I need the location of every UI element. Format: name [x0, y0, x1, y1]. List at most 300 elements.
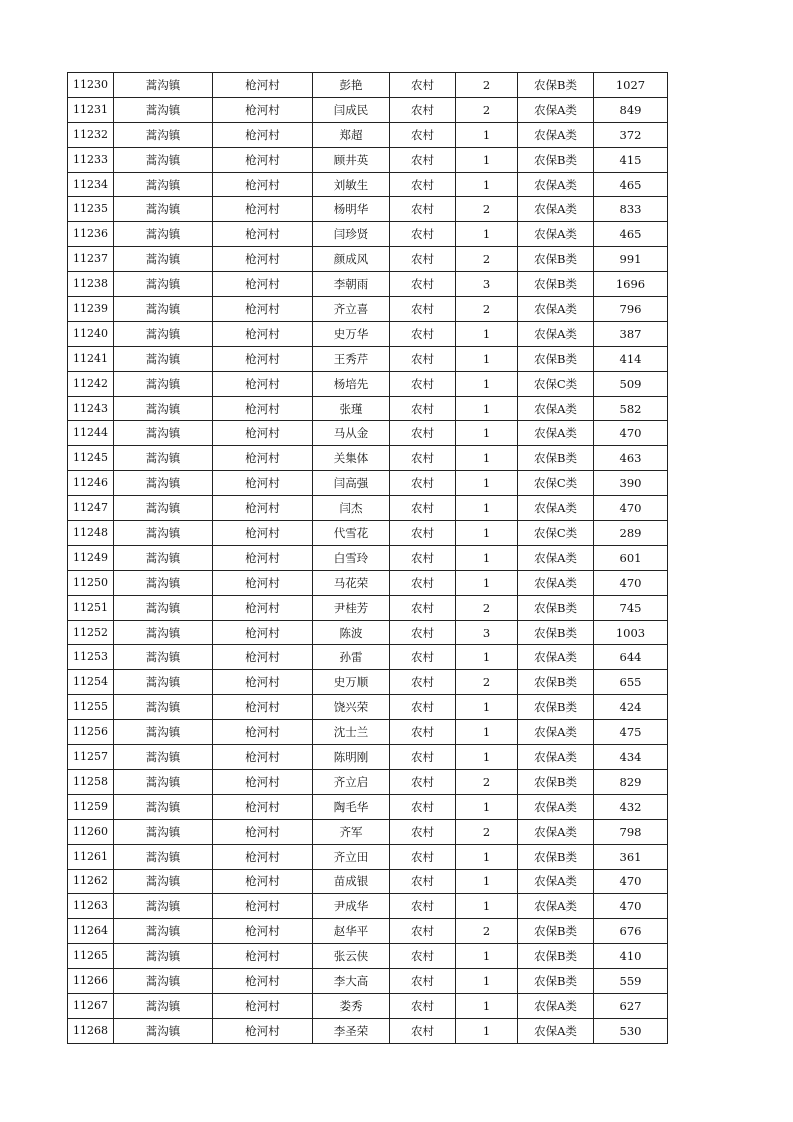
town-cell: 蒿沟镇 — [114, 297, 213, 322]
residence-type-cell: 农村 — [390, 570, 456, 595]
table-row — [68, 969, 668, 994]
name-cell: 顾井英 — [313, 147, 390, 172]
town-cell: 蒿沟镇 — [114, 272, 213, 297]
residence-type-cell: 农村 — [390, 595, 456, 620]
name-cell: 齐立喜 — [313, 297, 390, 322]
insurance-category-cell: 农保B类 — [518, 147, 594, 172]
table-row — [68, 894, 668, 919]
name-cell: 王秀芹 — [313, 346, 390, 371]
residence-type-cell: 农村 — [390, 371, 456, 396]
records-table-body — [68, 73, 668, 1044]
residence-type-cell: 农村 — [390, 147, 456, 172]
name-cell: 尹桂芳 — [313, 595, 390, 620]
name-cell: 陈波 — [313, 620, 390, 645]
town-cell: 蒿沟镇 — [114, 869, 213, 894]
record-id-cell: 11236 — [68, 222, 114, 247]
town-cell: 蒿沟镇 — [114, 197, 213, 222]
household-size-cell: 2 — [456, 670, 518, 695]
town-cell: 蒿沟镇 — [114, 969, 213, 994]
table-row — [68, 769, 668, 794]
amount-cell: 361 — [594, 844, 668, 869]
village-cell: 枪河村 — [213, 247, 313, 272]
village-cell: 枪河村 — [213, 73, 313, 98]
residence-type-cell: 农村 — [390, 844, 456, 869]
amount-cell: 601 — [594, 545, 668, 570]
town-cell: 蒿沟镇 — [114, 247, 213, 272]
insurance-category-cell: 农保A类 — [518, 745, 594, 770]
town-cell: 蒿沟镇 — [114, 97, 213, 122]
household-size-cell: 1 — [456, 695, 518, 720]
record-id-cell: 11251 — [68, 595, 114, 620]
name-cell: 娄秀 — [313, 993, 390, 1018]
table-row — [68, 247, 668, 272]
amount-cell: 470 — [594, 421, 668, 446]
village-cell: 枪河村 — [213, 197, 313, 222]
village-cell: 枪河村 — [213, 396, 313, 421]
record-id-cell: 11263 — [68, 894, 114, 919]
residence-type-cell: 农村 — [390, 471, 456, 496]
town-cell: 蒿沟镇 — [114, 819, 213, 844]
name-cell: 赵华平 — [313, 919, 390, 944]
table-row — [68, 371, 668, 396]
village-cell: 枪河村 — [213, 172, 313, 197]
village-cell: 枪河村 — [213, 496, 313, 521]
amount-cell: 644 — [594, 645, 668, 670]
record-id-cell: 11238 — [68, 272, 114, 297]
table-row — [68, 222, 668, 247]
household-size-cell: 1 — [456, 396, 518, 421]
table-row — [68, 545, 668, 570]
village-cell: 枪河村 — [213, 272, 313, 297]
table-row — [68, 147, 668, 172]
residence-type-cell: 农村 — [390, 944, 456, 969]
household-size-cell: 2 — [456, 197, 518, 222]
records-table — [67, 72, 668, 1044]
village-cell: 枪河村 — [213, 346, 313, 371]
town-cell: 蒿沟镇 — [114, 346, 213, 371]
village-cell: 枪河村 — [213, 297, 313, 322]
record-id-cell: 11258 — [68, 769, 114, 794]
town-cell: 蒿沟镇 — [114, 844, 213, 869]
record-id-cell: 11266 — [68, 969, 114, 994]
insurance-category-cell: 农保A类 — [518, 321, 594, 346]
amount-cell: 372 — [594, 122, 668, 147]
village-cell: 枪河村 — [213, 645, 313, 670]
town-cell: 蒿沟镇 — [114, 73, 213, 98]
village-cell: 枪河村 — [213, 969, 313, 994]
village-cell: 枪河村 — [213, 122, 313, 147]
insurance-category-cell: 农保A类 — [518, 122, 594, 147]
record-id-cell: 11262 — [68, 869, 114, 894]
name-cell: 齐军 — [313, 819, 390, 844]
household-size-cell: 3 — [456, 620, 518, 645]
residence-type-cell: 农村 — [390, 645, 456, 670]
table-row — [68, 1018, 668, 1043]
village-cell: 枪河村 — [213, 595, 313, 620]
amount-cell: 582 — [594, 396, 668, 421]
table-row — [68, 172, 668, 197]
amount-cell: 1696 — [594, 272, 668, 297]
amount-cell: 745 — [594, 595, 668, 620]
table-row — [68, 321, 668, 346]
residence-type-cell: 农村 — [390, 969, 456, 994]
insurance-category-cell: 农保B类 — [518, 620, 594, 645]
amount-cell: 1003 — [594, 620, 668, 645]
town-cell: 蒿沟镇 — [114, 993, 213, 1018]
record-id-cell: 11252 — [68, 620, 114, 645]
table-row — [68, 97, 668, 122]
name-cell: 刘敏生 — [313, 172, 390, 197]
household-size-cell: 1 — [456, 570, 518, 595]
household-size-cell: 2 — [456, 819, 518, 844]
amount-cell: 849 — [594, 97, 668, 122]
amount-cell: 833 — [594, 197, 668, 222]
record-id-cell: 11250 — [68, 570, 114, 595]
name-cell: 沈士兰 — [313, 720, 390, 745]
insurance-category-cell: 农保B类 — [518, 919, 594, 944]
name-cell: 郑超 — [313, 122, 390, 147]
town-cell: 蒿沟镇 — [114, 570, 213, 595]
insurance-category-cell: 农保A类 — [518, 297, 594, 322]
village-cell: 枪河村 — [213, 944, 313, 969]
insurance-category-cell: 农保C类 — [518, 371, 594, 396]
insurance-category-cell: 农保A类 — [518, 222, 594, 247]
table-row — [68, 471, 668, 496]
name-cell: 杨明华 — [313, 197, 390, 222]
residence-type-cell: 农村 — [390, 297, 456, 322]
record-id-cell: 11232 — [68, 122, 114, 147]
table-row — [68, 720, 668, 745]
household-size-cell: 1 — [456, 421, 518, 446]
record-id-cell: 11239 — [68, 297, 114, 322]
name-cell: 颜成风 — [313, 247, 390, 272]
amount-cell: 470 — [594, 496, 668, 521]
record-id-cell: 11245 — [68, 446, 114, 471]
residence-type-cell: 农村 — [390, 869, 456, 894]
record-id-cell: 11255 — [68, 695, 114, 720]
name-cell: 史万顺 — [313, 670, 390, 695]
town-cell: 蒿沟镇 — [114, 421, 213, 446]
insurance-category-cell: 农保A类 — [518, 545, 594, 570]
record-id-cell: 11230 — [68, 73, 114, 98]
household-size-cell: 1 — [456, 172, 518, 197]
table-row — [68, 297, 668, 322]
record-id-cell: 11260 — [68, 819, 114, 844]
village-cell: 枪河村 — [213, 222, 313, 247]
name-cell: 尹成华 — [313, 894, 390, 919]
village-cell: 枪河村 — [213, 993, 313, 1018]
town-cell: 蒿沟镇 — [114, 794, 213, 819]
table-row — [68, 670, 668, 695]
name-cell: 代雪花 — [313, 521, 390, 546]
name-cell: 关集体 — [313, 446, 390, 471]
village-cell: 枪河村 — [213, 844, 313, 869]
household-size-cell: 1 — [456, 745, 518, 770]
table-row — [68, 595, 668, 620]
name-cell: 闫成民 — [313, 97, 390, 122]
household-size-cell: 1 — [456, 222, 518, 247]
name-cell: 陈明刚 — [313, 745, 390, 770]
town-cell: 蒿沟镇 — [114, 645, 213, 670]
village-cell: 枪河村 — [213, 1018, 313, 1043]
household-size-cell: 1 — [456, 894, 518, 919]
household-size-cell: 2 — [456, 97, 518, 122]
residence-type-cell: 农村 — [390, 919, 456, 944]
residence-type-cell: 农村 — [390, 720, 456, 745]
table-row — [68, 645, 668, 670]
record-id-cell: 11249 — [68, 545, 114, 570]
amount-cell: 655 — [594, 670, 668, 695]
insurance-category-cell: 农保A类 — [518, 794, 594, 819]
town-cell: 蒿沟镇 — [114, 321, 213, 346]
village-cell: 枪河村 — [213, 695, 313, 720]
household-size-cell: 2 — [456, 919, 518, 944]
insurance-category-cell: 农保B类 — [518, 272, 594, 297]
amount-cell: 829 — [594, 769, 668, 794]
table-row — [68, 346, 668, 371]
name-cell: 李圣荣 — [313, 1018, 390, 1043]
table-row — [68, 919, 668, 944]
record-id-cell: 11268 — [68, 1018, 114, 1043]
village-cell: 枪河村 — [213, 97, 313, 122]
household-size-cell: 3 — [456, 272, 518, 297]
household-size-cell: 2 — [456, 297, 518, 322]
name-cell: 闫高强 — [313, 471, 390, 496]
insurance-category-cell: 农保A类 — [518, 720, 594, 745]
record-id-cell: 11264 — [68, 919, 114, 944]
town-cell: 蒿沟镇 — [114, 695, 213, 720]
table-row — [68, 844, 668, 869]
household-size-cell: 1 — [456, 521, 518, 546]
name-cell: 闫珍贤 — [313, 222, 390, 247]
amount-cell: 470 — [594, 869, 668, 894]
insurance-category-cell: 农保A类 — [518, 197, 594, 222]
record-id-cell: 11256 — [68, 720, 114, 745]
amount-cell: 465 — [594, 222, 668, 247]
amount-cell: 627 — [594, 993, 668, 1018]
amount-cell: 796 — [594, 297, 668, 322]
table-row — [68, 745, 668, 770]
record-id-cell: 11267 — [68, 993, 114, 1018]
residence-type-cell: 农村 — [390, 421, 456, 446]
residence-type-cell: 农村 — [390, 396, 456, 421]
record-id-cell: 11231 — [68, 97, 114, 122]
amount-cell: 289 — [594, 521, 668, 546]
table-row — [68, 695, 668, 720]
amount-cell: 798 — [594, 819, 668, 844]
village-cell: 枪河村 — [213, 769, 313, 794]
table-row — [68, 446, 668, 471]
name-cell: 齐立田 — [313, 844, 390, 869]
table-row — [68, 197, 668, 222]
insurance-category-cell: 农保A类 — [518, 570, 594, 595]
table-row — [68, 819, 668, 844]
insurance-category-cell: 农保B类 — [518, 769, 594, 794]
residence-type-cell: 农村 — [390, 222, 456, 247]
residence-type-cell: 农村 — [390, 545, 456, 570]
table-row — [68, 421, 668, 446]
table-row — [68, 944, 668, 969]
name-cell: 张云侠 — [313, 944, 390, 969]
residence-type-cell: 农村 — [390, 496, 456, 521]
amount-cell: 470 — [594, 894, 668, 919]
town-cell: 蒿沟镇 — [114, 745, 213, 770]
town-cell: 蒿沟镇 — [114, 396, 213, 421]
insurance-category-cell: 农保A类 — [518, 869, 594, 894]
residence-type-cell: 农村 — [390, 819, 456, 844]
amount-cell: 463 — [594, 446, 668, 471]
amount-cell: 410 — [594, 944, 668, 969]
residence-type-cell: 农村 — [390, 1018, 456, 1043]
residence-type-cell: 农村 — [390, 521, 456, 546]
insurance-category-cell: 农保A类 — [518, 819, 594, 844]
amount-cell: 415 — [594, 147, 668, 172]
insurance-category-cell: 农保C类 — [518, 471, 594, 496]
village-cell: 枪河村 — [213, 545, 313, 570]
name-cell: 白雪玲 — [313, 545, 390, 570]
record-id-cell: 11233 — [68, 147, 114, 172]
record-id-cell: 11261 — [68, 844, 114, 869]
insurance-category-cell: 农保B类 — [518, 247, 594, 272]
record-id-cell: 11237 — [68, 247, 114, 272]
town-cell: 蒿沟镇 — [114, 471, 213, 496]
insurance-category-cell: 农保A类 — [518, 645, 594, 670]
household-size-cell: 1 — [456, 122, 518, 147]
insurance-category-cell: 农保A类 — [518, 1018, 594, 1043]
residence-type-cell: 农村 — [390, 172, 456, 197]
table-row — [68, 396, 668, 421]
residence-type-cell: 农村 — [390, 272, 456, 297]
name-cell: 马从金 — [313, 421, 390, 446]
household-size-cell: 1 — [456, 720, 518, 745]
record-id-cell: 11241 — [68, 346, 114, 371]
residence-type-cell: 农村 — [390, 745, 456, 770]
name-cell: 马花荣 — [313, 570, 390, 595]
household-size-cell: 1 — [456, 1018, 518, 1043]
record-id-cell: 11244 — [68, 421, 114, 446]
town-cell: 蒿沟镇 — [114, 595, 213, 620]
residence-type-cell: 农村 — [390, 97, 456, 122]
village-cell: 枪河村 — [213, 919, 313, 944]
table-row — [68, 73, 668, 98]
insurance-category-cell: 农保B类 — [518, 969, 594, 994]
village-cell: 枪河村 — [213, 869, 313, 894]
household-size-cell: 1 — [456, 446, 518, 471]
name-cell: 张瑾 — [313, 396, 390, 421]
residence-type-cell: 农村 — [390, 894, 456, 919]
household-size-cell: 1 — [456, 371, 518, 396]
insurance-category-cell: 农保B类 — [518, 446, 594, 471]
household-size-cell: 1 — [456, 147, 518, 172]
town-cell: 蒿沟镇 — [114, 670, 213, 695]
record-id-cell: 11243 — [68, 396, 114, 421]
household-size-cell: 2 — [456, 73, 518, 98]
residence-type-cell: 农村 — [390, 446, 456, 471]
insurance-category-cell: 农保A类 — [518, 421, 594, 446]
table-row — [68, 993, 668, 1018]
amount-cell: 434 — [594, 745, 668, 770]
amount-cell: 559 — [594, 969, 668, 994]
town-cell: 蒿沟镇 — [114, 919, 213, 944]
village-cell: 枪河村 — [213, 819, 313, 844]
residence-type-cell: 农村 — [390, 993, 456, 1018]
amount-cell: 414 — [594, 346, 668, 371]
insurance-category-cell: 农保A类 — [518, 894, 594, 919]
name-cell: 杨培先 — [313, 371, 390, 396]
amount-cell: 470 — [594, 570, 668, 595]
residence-type-cell: 农村 — [390, 346, 456, 371]
household-size-cell: 1 — [456, 869, 518, 894]
household-size-cell: 1 — [456, 944, 518, 969]
amount-cell: 1027 — [594, 73, 668, 98]
residence-type-cell: 农村 — [390, 321, 456, 346]
name-cell: 闫杰 — [313, 496, 390, 521]
record-id-cell: 11248 — [68, 521, 114, 546]
village-cell: 枪河村 — [213, 794, 313, 819]
residence-type-cell: 农村 — [390, 670, 456, 695]
town-cell: 蒿沟镇 — [114, 172, 213, 197]
town-cell: 蒿沟镇 — [114, 496, 213, 521]
record-id-cell: 11246 — [68, 471, 114, 496]
household-size-cell: 1 — [456, 794, 518, 819]
insurance-category-cell: 农保A类 — [518, 97, 594, 122]
record-id-cell: 11242 — [68, 371, 114, 396]
record-id-cell: 11265 — [68, 944, 114, 969]
table-row — [68, 869, 668, 894]
residence-type-cell: 农村 — [390, 695, 456, 720]
household-size-cell: 2 — [456, 769, 518, 794]
town-cell: 蒿沟镇 — [114, 894, 213, 919]
household-size-cell: 1 — [456, 545, 518, 570]
village-cell: 枪河村 — [213, 371, 313, 396]
insurance-category-cell: 农保B类 — [518, 695, 594, 720]
record-id-cell: 11234 — [68, 172, 114, 197]
record-id-cell: 11247 — [68, 496, 114, 521]
insurance-category-cell: 农保C类 — [518, 521, 594, 546]
name-cell: 李大高 — [313, 969, 390, 994]
insurance-category-cell: 农保B类 — [518, 595, 594, 620]
village-cell: 枪河村 — [213, 321, 313, 346]
insurance-category-cell: 农保B类 — [518, 844, 594, 869]
record-id-cell: 11253 — [68, 645, 114, 670]
name-cell: 陶毛华 — [313, 794, 390, 819]
insurance-category-cell: 农保A类 — [518, 496, 594, 521]
amount-cell: 424 — [594, 695, 668, 720]
town-cell: 蒿沟镇 — [114, 720, 213, 745]
village-cell: 枪河村 — [213, 894, 313, 919]
amount-cell: 387 — [594, 321, 668, 346]
town-cell: 蒿沟镇 — [114, 521, 213, 546]
record-id-cell: 11240 — [68, 321, 114, 346]
record-id-cell: 11257 — [68, 745, 114, 770]
residence-type-cell: 农村 — [390, 73, 456, 98]
table-row — [68, 620, 668, 645]
name-cell: 孙雷 — [313, 645, 390, 670]
household-size-cell: 1 — [456, 321, 518, 346]
insurance-category-cell: 农保B类 — [518, 73, 594, 98]
household-size-cell: 1 — [456, 471, 518, 496]
amount-cell: 475 — [594, 720, 668, 745]
household-size-cell: 1 — [456, 496, 518, 521]
town-cell: 蒿沟镇 — [114, 769, 213, 794]
town-cell: 蒿沟镇 — [114, 147, 213, 172]
household-size-cell: 1 — [456, 844, 518, 869]
insurance-category-cell: 农保A类 — [518, 396, 594, 421]
household-size-cell: 1 — [456, 993, 518, 1018]
amount-cell: 991 — [594, 247, 668, 272]
residence-type-cell: 农村 — [390, 122, 456, 147]
village-cell: 枪河村 — [213, 446, 313, 471]
